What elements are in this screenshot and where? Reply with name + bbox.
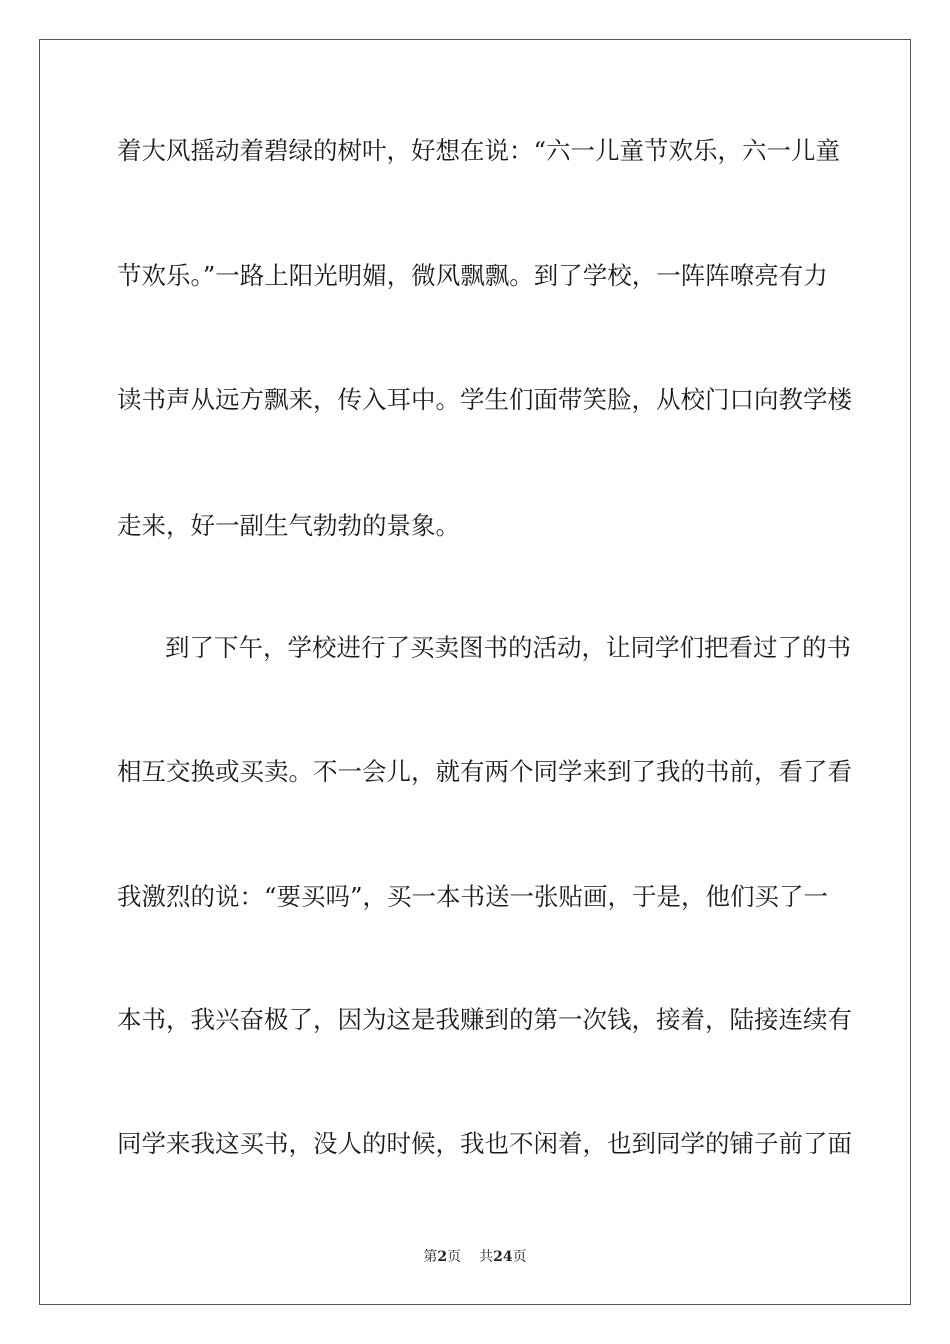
text-line: 我激烈的说：“要买吗”，买一本书送一张贴画，于是，他们买了一 [117, 882, 829, 911]
total-prefix: 共 [479, 1249, 494, 1265]
text-line: 同学来我这买书，没人的时候，我也不闲着，也到同学的铺子前了面 [117, 1129, 852, 1158]
text-line: 走来，好一副生气勃勃的景象。 [117, 511, 460, 540]
text-line: 相互交换或买卖。不一会儿，就有两个同学来到了我的书前，看了看 [117, 757, 852, 786]
text-line: 读书声从远方飘来，传入耳中。学生们面带笑脸，从校门口向教学楼 [117, 385, 852, 414]
page-prefix: 第 [423, 1249, 438, 1265]
total-suffix: 页 [512, 1249, 527, 1265]
text-line-indented: 到了下午，学校进行了买卖图书的活动，让同学们把看过了的书 [165, 633, 851, 662]
page-suffix: 页 [447, 1249, 462, 1265]
total-pages: 24 [493, 1249, 513, 1265]
page-border [39, 39, 911, 1305]
text-line: 本书，我兴奋极了，因为这是我赚到的第一次钱，接着，陆接连续有 [117, 1005, 852, 1034]
text-line: 节欢乐。”一路上阳光明媚，微风飘飘。到了学校，一阵阵嘹亮有力 [117, 261, 828, 290]
page-footer [0, 1247, 950, 1267]
text-line: 着大风摇动着碧绿的树叶，好想在说：“六一儿童节欢乐，六一儿童 [117, 136, 841, 165]
page-number: 2 [437, 1249, 448, 1265]
